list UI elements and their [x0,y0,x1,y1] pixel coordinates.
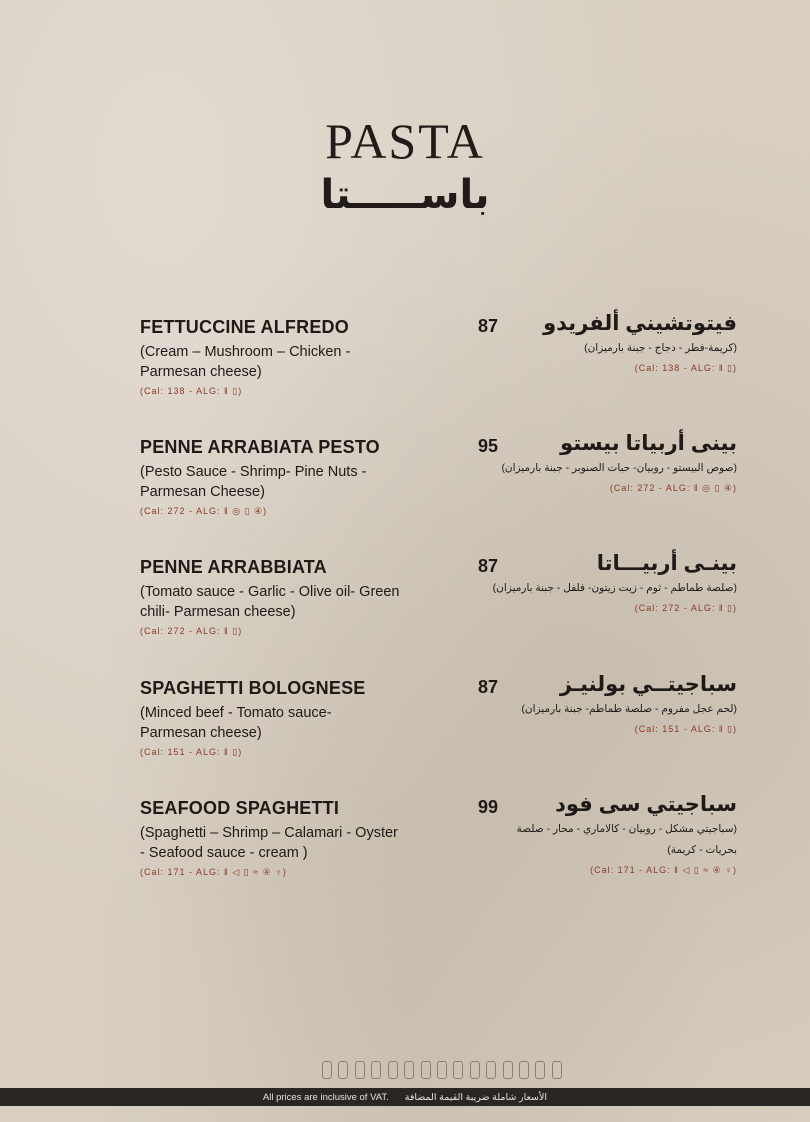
menu-item-english [140,316,440,397]
mollusc-icon [486,1061,496,1079]
egg-icon [355,1061,365,1079]
item-description: (Tomato sauce - Garlic - Olive oil- Green chili- Parmesan cheese) [140,584,400,620]
item-name: SEAFOOD SPAGHETTI [140,798,340,818]
item-description-arabic: (صوص البيستو - روبيان- حبات الصنوبر - جبنة بارميزان) [501,462,737,474]
menu-item [0,432,810,536]
item-name: PENNE ARRABBIATA [140,557,327,577]
page-title-arabic: باســـــتا [320,172,490,218]
item-name-arabic: بينـى أربيـــاتا [596,552,737,575]
vat-note-arabic: الأسعار شاملة ضريبة القيمة المضافة [404,1091,548,1103]
item-price: 87 [477,316,499,336]
wheat-icon [322,1061,332,1079]
menu-item [0,552,810,656]
item-description: (Pesto Sauce - Shrimp- Pine Nuts - Parmesan Cheese) [140,464,367,500]
item-description-arabic: (سباجيتي مشكل - روبيان - كالاماري - محار - صلصة بحريات - كريمة) [516,823,737,856]
page-title: PASTA [325,113,485,169]
menu-item-english [140,556,440,637]
menu-item-arabic [487,793,737,876]
item-calories: (Cal: 272 - ALG: ‖ ◎ ▯ ④) [140,506,268,516]
item-name-arabic: سباجيتي سى فود [555,793,737,816]
item-calories: (Cal: 138 - ALG: ‖ ▯) [140,386,243,396]
peanut-icon [371,1061,381,1079]
item-price: 99 [477,797,499,817]
soy-icon [519,1061,529,1079]
item-calories: (Cal: 151 - ALG: ‖ ▯) [140,747,243,757]
menu-item-arabic [487,432,737,494]
item-calories-arabic: (Cal: 151 - ALG: ‖ ▯) [634,724,737,734]
celery-icon [404,1061,414,1079]
item-description-arabic: (لحم عجل مفروم - صلصة طماطم- جبنة بارميزان) [521,703,737,715]
item-name: PENNE ARRABIATA PESTO [140,437,380,457]
menu-item [0,673,810,777]
menu-item-arabic [487,312,737,374]
menu-item [0,793,810,897]
sesame-icon [437,1061,447,1079]
item-calories-arabic: (Cal: 171 - ALG: ‖ ◁ ▯ ≈ ④ ♀) [590,865,737,875]
sulphite-icon [453,1061,463,1079]
item-calories: (Cal: 171 - ALG: ‖ ◁ ▯ ≈ ④ ♀) [140,867,287,877]
crustacean-icon [503,1061,513,1079]
lupin-icon [470,1061,480,1079]
mustard-icon [421,1061,431,1079]
item-description: (Cream – Mushroom – Chicken - Parmesan cheese) [140,344,351,380]
item-price: 87 [477,556,499,576]
menu-item-english [140,677,440,758]
item-calories-arabic: (Cal: 272 - ALG: ‖ ▯) [634,603,737,613]
chili-icon [552,1061,562,1079]
item-name-arabic: بينى أربياتا بيستو [560,432,737,455]
item-description: (Spaghetti – Shrimp – Calamari - Oyster - Seafood sauce - cream ) [140,825,398,861]
menu-item-arabic [487,552,737,614]
item-name-arabic: سباجيتــي بولنيـز [559,673,737,696]
menu-item-english [140,436,440,517]
item-name: SPAGHETTI BOLOGNESE [140,678,366,698]
milk-icon [388,1061,398,1079]
item-name: FETTUCCINE ALFREDO [140,317,349,337]
item-description-arabic: (صلصة طماطم - ثوم - زيت زيتون- فلفل - جبنة بارميزان) [492,582,737,594]
menu-item-english [140,797,440,878]
item-price: 87 [477,677,499,697]
item-price: 95 [477,436,499,456]
fish-icon [338,1061,348,1079]
allergen-legend [322,1055,562,1079]
item-name-arabic: فيتوتشيني ألفريدو [543,312,737,335]
item-description: (Minced beef - Tomato sauce- Parmesan cheese) [140,705,332,741]
item-calories-arabic: (Cal: 138 - ALG: ‖ ▯) [634,363,737,373]
vat-note: All prices are inclusive of VAT. [262,1091,389,1103]
menu-item-arabic [487,673,737,735]
menu-item [0,312,810,416]
nut-icon [535,1061,545,1079]
item-calories: (Cal: 272 - ALG: ‖ ▯) [140,626,243,636]
footer-vat-bar [0,1088,810,1106]
item-calories-arabic: (Cal: 272 - ALG: ‖ ◎ ▯ ④) [609,483,737,493]
item-description-arabic: (كريمة-فطر - دجاج - جبنة بارميزان) [584,342,737,354]
